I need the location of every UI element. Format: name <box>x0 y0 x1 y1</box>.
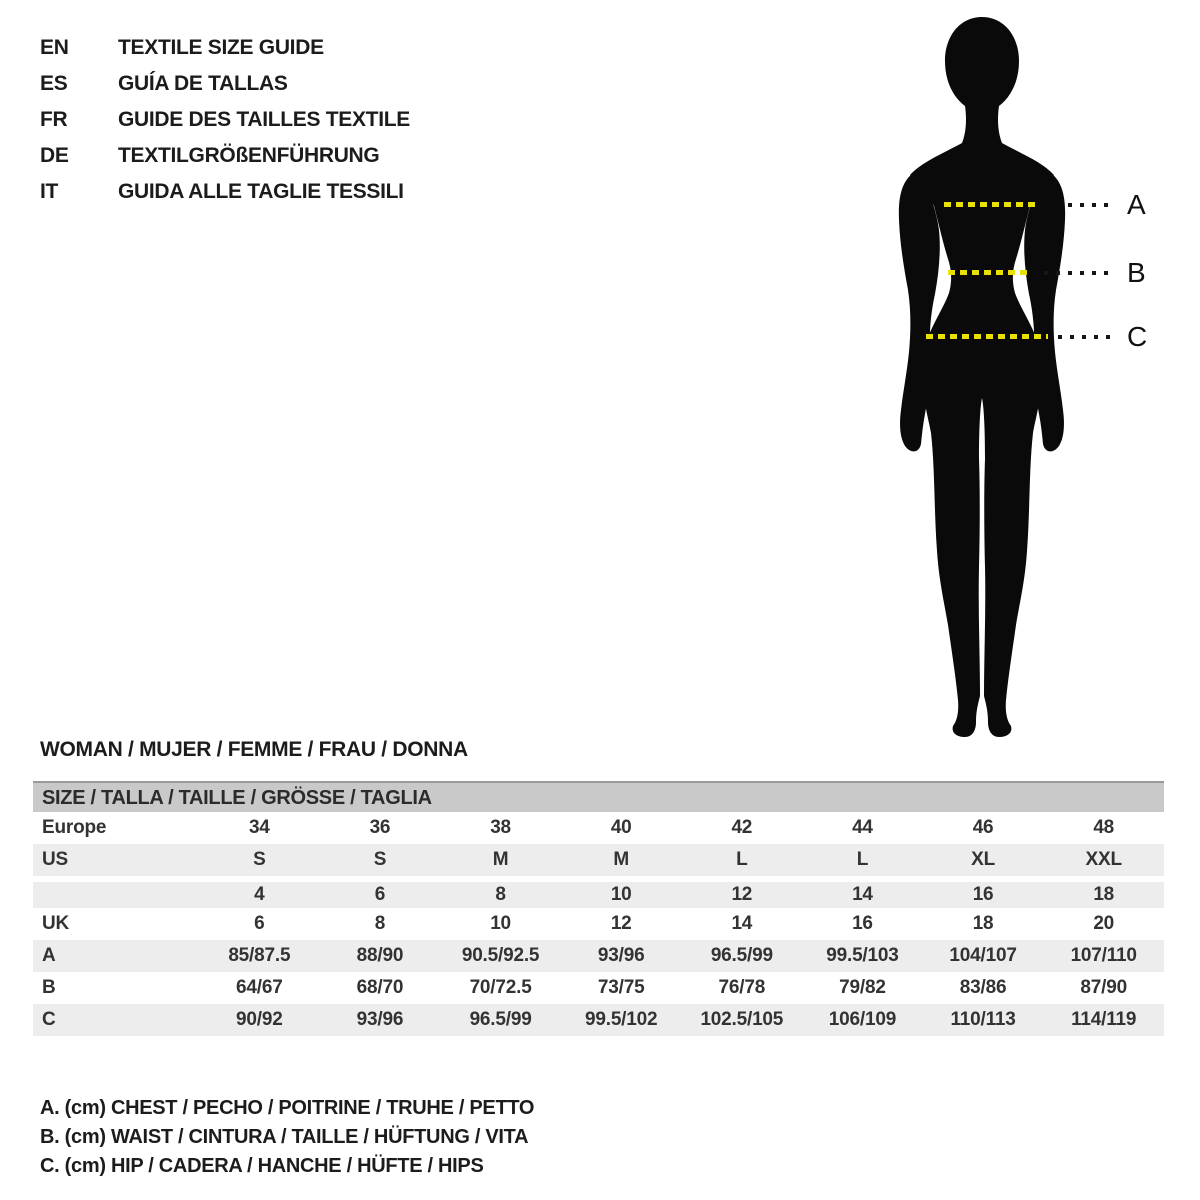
size-cell: 36 <box>369 817 391 838</box>
language-title: TEXTILE SIZE GUIDE <box>118 36 324 59</box>
size-cell: 4 <box>254 884 265 905</box>
marker-label-c: C <box>1127 321 1148 352</box>
size-cell: XL <box>971 849 995 870</box>
size-table <box>33 781 1164 1036</box>
table-row-hip-c <box>33 1004 1164 1036</box>
size-cell: 38 <box>490 817 511 838</box>
size-cell: 46 <box>972 817 994 838</box>
size-cell: 8 <box>374 913 386 934</box>
size-cell: 96.5/99 <box>710 945 773 966</box>
size-cell: 10 <box>610 884 632 905</box>
language-code: EN <box>40 36 69 59</box>
language-code: ES <box>40 72 68 95</box>
table-row-europe <box>33 812 1164 844</box>
size-cell: 44 <box>852 817 873 838</box>
chest-leader-dots <box>1068 203 1114 207</box>
row-label: B <box>42 977 56 998</box>
waist-leader-dots <box>1044 271 1110 275</box>
size-cell: 93/96 <box>356 1009 404 1030</box>
size-cell: 99.5/103 <box>826 945 899 966</box>
hip-leader-dots <box>1058 335 1114 339</box>
silhouette-body <box>910 17 1054 737</box>
chest-measure-line <box>944 202 1040 207</box>
size-cell: XXL <box>1085 849 1122 870</box>
table-row-waist-b <box>33 972 1164 1004</box>
size-cell: 18 <box>972 913 994 934</box>
size-cell: 8 <box>495 884 506 905</box>
language-row <box>40 174 410 210</box>
language-title: GUÍA DE TALLAS <box>118 72 288 95</box>
language-code: DE <box>40 144 69 167</box>
size-cell: 68/70 <box>356 977 404 998</box>
size-cell: S <box>373 849 387 870</box>
size-cell: 70/72.5 <box>469 977 532 998</box>
size-cell: 76/78 <box>718 977 766 998</box>
size-cell: L <box>736 849 748 870</box>
size-cell: 48 <box>1093 817 1115 838</box>
language-title: GUIDE DES TAILLES TEXTILE <box>118 108 410 131</box>
size-cell: 6 <box>374 884 386 905</box>
size-cell: S <box>253 849 266 870</box>
size-cell: M <box>613 849 629 870</box>
section-title: WOMAN / MUJER / FEMME / FRAU / DONNA <box>40 738 468 761</box>
size-cell: 14 <box>731 913 753 934</box>
size-cell: 102.5/105 <box>700 1009 784 1030</box>
woman-silhouette-figure <box>830 10 1130 740</box>
marker-label-a: A <box>1127 189 1146 220</box>
row-label <box>33 882 199 908</box>
language-row <box>40 102 410 138</box>
size-cell: 34 <box>248 817 270 838</box>
size-cell: 90.5/92.5 <box>461 945 540 966</box>
language-code: FR <box>40 108 68 131</box>
size-cell: 64/67 <box>236 977 283 998</box>
row-label: C <box>42 1009 56 1030</box>
size-cell: 20 <box>1093 913 1115 934</box>
size-cell: 73/75 <box>597 977 645 998</box>
row-label: US <box>42 849 68 870</box>
size-cell: 88/90 <box>356 945 404 966</box>
size-cell: 10 <box>490 913 511 934</box>
table-row-us-numbers <box>33 876 1164 908</box>
language-row <box>40 66 410 102</box>
language-title: GUIDA ALLE TAGLIE TESSILI <box>118 180 404 203</box>
size-cell: 99.5/102 <box>585 1009 658 1030</box>
size-cell: M <box>492 849 509 870</box>
size-cell: 40 <box>610 817 632 838</box>
language-row <box>40 30 410 66</box>
size-cell: 83/86 <box>959 977 1007 998</box>
language-title-list <box>40 30 410 210</box>
measurement-legend <box>40 1094 534 1181</box>
size-cell: 107/110 <box>1070 945 1137 966</box>
size-cell: 106/109 <box>828 1009 897 1030</box>
size-cell: 12 <box>731 884 753 905</box>
legend-waist: B. (cm) WAIST / CINTURA / TAILLE / HÜFTUNG / VITA <box>40 1126 529 1148</box>
size-cell: 87/90 <box>1080 977 1127 998</box>
size-cell: 16 <box>852 913 873 934</box>
legend-hip: C. (cm) HIP / CADERA / HANCHE / HÜFTE / HIPS <box>40 1155 484 1177</box>
size-cell: 42 <box>731 817 753 838</box>
row-label: A <box>42 945 56 966</box>
size-cell: 85/87.5 <box>228 945 291 966</box>
table-row-uk <box>33 908 1164 940</box>
waist-measure-line <box>948 270 1032 275</box>
size-cell: 79/82 <box>839 977 886 998</box>
row-label: Europe <box>42 817 107 838</box>
size-cell: 96.5/99 <box>469 1009 532 1030</box>
hip-measure-line <box>926 334 1048 339</box>
size-cell: 16 <box>972 884 994 905</box>
size-cell: 110/113 <box>950 1009 1016 1030</box>
size-cell: 18 <box>1093 884 1115 905</box>
size-cell: 12 <box>610 913 632 934</box>
size-cell: 6 <box>254 913 265 934</box>
size-cell: 104/107 <box>949 945 1017 966</box>
row-label: UK <box>42 913 70 934</box>
language-code: IT <box>40 180 59 203</box>
language-title: TEXTILGRÖßENFÜHRUNG <box>118 144 380 167</box>
language-row <box>40 138 410 174</box>
legend-chest: A. (cm) CHEST / PECHO / POITRINE / TRUHE / PETTO <box>40 1097 535 1119</box>
size-cell: 90/92 <box>236 1009 283 1030</box>
table-row-us-letters <box>33 844 1164 876</box>
size-cell: L <box>856 849 869 870</box>
size-cell: 14 <box>852 884 873 905</box>
marker-label-b: B <box>1127 257 1146 288</box>
table-row-chest-a <box>33 940 1164 972</box>
size-cell: 93/96 <box>597 945 645 966</box>
table-header: SIZE / TALLA / TAILLE / GRÖSSE / TAGLIA <box>33 781 1164 812</box>
size-cell: 114/119 <box>1071 1009 1137 1030</box>
